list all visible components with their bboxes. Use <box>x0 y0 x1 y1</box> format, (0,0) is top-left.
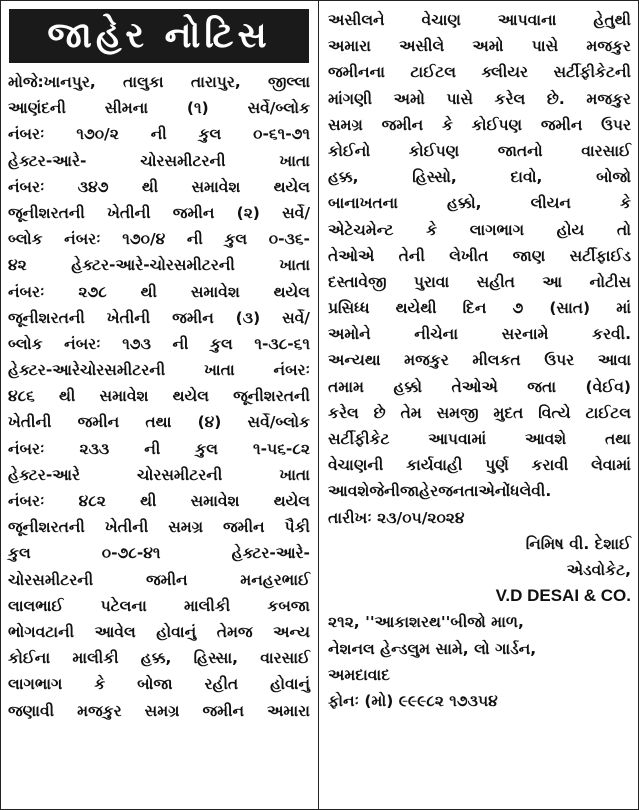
address-line-2: નેશનલ હેન્ડલુમ સામે, લો ગાર્ડન, <box>328 639 537 658</box>
body-word: જાતનો <box>497 141 543 160</box>
body-line <box>1 593 317 619</box>
body-word: ૧૭૦/૪ <box>122 230 166 249</box>
body-word: સમાવેશ <box>190 282 240 301</box>
body-word: આવા <box>597 351 631 370</box>
body-word: કે <box>426 220 438 239</box>
body-word: દાવો, <box>510 168 543 187</box>
body-word: સમગ્ર <box>144 701 180 720</box>
body-word: નંબરઃ <box>8 125 45 144</box>
body-line <box>1 698 317 724</box>
body-word: (૩) <box>235 308 261 327</box>
body-word: જમીન <box>172 308 214 327</box>
body-word: કે <box>441 115 453 134</box>
body-line <box>321 321 638 347</box>
body-word: અસીલે <box>399 37 445 56</box>
body-word: સરનામે <box>501 325 549 344</box>
body-word: ખાતા <box>279 151 310 170</box>
body-line <box>321 59 638 85</box>
body-word: આપવાના <box>497 11 557 29</box>
body-word: કરાવી <box>531 456 569 475</box>
body-word: ૧-૩૮-૬૧ <box>254 334 310 353</box>
column-divider <box>318 1 319 809</box>
body-word: સર્ટીફીકેટની <box>553 63 631 82</box>
body-word: છે <box>373 403 386 422</box>
body-word: જણાવી <box>8 701 55 720</box>
body-word: લાગભાગ <box>8 675 63 694</box>
body-word: આવશે <box>524 430 567 448</box>
body-line <box>1 462 317 488</box>
body-word: ૧૭૩ <box>122 334 151 353</box>
body-word: નંબરઃ <box>273 361 310 380</box>
body-word: માં <box>616 299 631 318</box>
body-word: ખાતા <box>279 465 310 484</box>
body-line <box>1 279 317 305</box>
body-word: જતા <box>527 377 557 396</box>
address-line-3: અમદાવાદ <box>328 665 390 684</box>
body-line <box>321 7 638 33</box>
body-line <box>321 86 638 112</box>
body-word: છે. <box>546 89 565 108</box>
body-word: કુલ <box>210 334 233 353</box>
body-word: પાસે <box>446 89 473 108</box>
body-word: જમીન <box>202 701 245 720</box>
body-line <box>321 452 638 478</box>
body-word: જૂનીશરતની <box>233 387 310 406</box>
body-line <box>1 357 317 383</box>
body-word: મજકુર <box>586 37 631 56</box>
body-word: આ <box>542 272 563 291</box>
body-word: (સાત) <box>549 299 591 318</box>
body-word: કે <box>94 675 106 694</box>
body-word: ૪૨ <box>8 256 27 275</box>
body-word: માંગણી <box>328 89 373 108</box>
body-word: હોવાનું <box>156 622 197 641</box>
body-word: સર્ટીફીકેટ <box>328 430 390 448</box>
body-word: હેક્ટર-આરેચોરસમીટરની <box>8 361 166 380</box>
body-word: જમીન <box>381 115 424 134</box>
body-word: લેવી. <box>519 482 552 501</box>
right-column <box>321 1 638 809</box>
body-line <box>321 269 638 295</box>
body-word: સમાવેશ <box>191 177 241 196</box>
body-line <box>1 200 317 226</box>
body-word: સમજી <box>436 403 479 422</box>
body-word: લેખીત <box>449 246 489 265</box>
body-word: ઉપર <box>601 115 631 134</box>
body-word: લાગભાગ <box>469 220 525 239</box>
body-word: તો <box>616 220 631 239</box>
body-word: જમીન <box>145 570 188 589</box>
body-word: થયેલ <box>273 177 310 196</box>
left-column <box>1 1 317 809</box>
body-line <box>321 426 638 452</box>
body-word: ઉપર <box>544 351 575 370</box>
body-word: ૦-૩૬- <box>268 230 310 249</box>
body-word: તારાપુર, <box>190 73 241 91</box>
body-line <box>321 295 638 321</box>
body-word: અસીલને <box>328 11 385 29</box>
body-line <box>321 190 638 216</box>
body-word: માલીકી <box>72 649 119 668</box>
body-word: સમાવેશ <box>190 492 240 510</box>
body-word: વિત્યે <box>538 403 571 422</box>
body-word: ખેતીની <box>8 413 52 432</box>
body-line <box>1 514 317 540</box>
body-line <box>1 69 317 95</box>
body-word: વારસાઈ <box>581 141 631 160</box>
body-word: અન્યથા <box>328 351 381 370</box>
body-word: વારસાઈ <box>260 649 310 668</box>
body-word: પુરાવા <box>413 272 450 291</box>
body-word: જનતાએ <box>438 482 495 501</box>
body-word: આણંદની <box>8 99 66 118</box>
body-word: તથા <box>145 413 172 432</box>
body-word: પાસે <box>531 37 559 56</box>
body-word: દસ્તાવેજી <box>328 272 387 291</box>
body-word: બ્લોક <box>8 334 43 353</box>
body-line <box>1 436 317 462</box>
phone-number: ફોનઃ (મો) ૯૯૯૮૨ ૧૭૩૫૪ <box>328 691 498 710</box>
body-word: જીલ્લા <box>268 73 310 91</box>
body-word: હોવાનું <box>270 675 310 694</box>
body-word: કોઈના <box>8 649 51 668</box>
body-word: થયેલ <box>273 282 310 301</box>
body-word: સર્વે/ <box>282 203 310 222</box>
body-line <box>1 383 317 409</box>
body-word: ની <box>150 125 167 144</box>
body-line <box>1 252 317 278</box>
body-line <box>1 148 317 174</box>
body-word: હોય <box>556 220 585 239</box>
body-word: જમીન <box>223 518 265 537</box>
body-word: જાહેર <box>399 482 439 501</box>
body-word: હેતુથી <box>593 11 631 29</box>
body-word: તેઓએ <box>328 246 375 265</box>
body-word: કે <box>620 194 631 213</box>
body-word: નંબરઃ <box>64 230 101 249</box>
body-word: નંબરઃ <box>8 439 45 458</box>
body-word: ટાઈટલ <box>410 63 456 82</box>
body-line <box>1 540 317 566</box>
body-word: હક્ક, <box>328 168 359 187</box>
body-word: ૨૭૮ <box>78 282 107 301</box>
body-word: જૂનીશરતની <box>8 308 85 327</box>
body-word: ૪૮૨ <box>78 492 106 510</box>
body-word: થયેલ <box>273 492 310 510</box>
body-word: નીચેના <box>414 325 459 344</box>
body-line <box>1 645 317 671</box>
body-word: નંબરઃ <box>8 282 45 301</box>
body-line <box>1 331 317 357</box>
body-word: તાલુકા <box>123 73 164 91</box>
body-word: ખેતીની <box>104 518 149 537</box>
body-word: ભોગવટાની <box>8 622 75 641</box>
body-word: જૂનીશરતની <box>8 518 85 537</box>
body-word: તેમ <box>400 403 422 422</box>
body-word: સમગ્ર <box>168 518 204 537</box>
body-word: પ્રસિધ્ધ <box>328 299 370 318</box>
body-word: અમોને <box>328 325 371 344</box>
body-line <box>1 226 317 252</box>
body-word: ટાઈટલ <box>585 403 631 422</box>
body-word: હક્કો <box>393 377 422 396</box>
body-word: થી <box>59 387 76 406</box>
body-word: નંબરઃ <box>64 334 101 353</box>
body-word: કબજા <box>267 596 310 615</box>
body-word: બાનાખતના <box>328 194 398 213</box>
body-line <box>321 347 638 373</box>
body-word: ૧૭૦/૨ <box>76 125 119 144</box>
body-word: અમો <box>393 89 425 108</box>
body-word: ક્લીયર <box>481 63 529 82</box>
firm-name: V.D DESAI & CO. <box>495 586 631 606</box>
body-word: વેચાણની <box>328 456 384 475</box>
body-word: ચોરસમીટરની <box>137 465 223 484</box>
body-line <box>1 567 317 593</box>
body-word: નંબરઃ <box>8 492 45 510</box>
body-line <box>1 488 317 514</box>
body-word: સર્વે/બ્લોક <box>247 99 310 118</box>
body-word: થી <box>140 492 157 510</box>
body-word: સર્ટીફાઈડ <box>569 246 631 265</box>
body-word: દિન <box>462 299 487 318</box>
body-word: પટેલના <box>100 596 147 615</box>
body-word: થી <box>140 282 157 301</box>
body-word: મજકુર <box>77 701 122 720</box>
body-line <box>1 174 317 200</box>
body-word: એટેચમેન્ટ <box>328 220 394 239</box>
advocate-title: એડવોકેટ, <box>566 560 631 579</box>
body-word: મનહરભાઈ <box>240 570 310 589</box>
notice-title: જાહેર નોટિસ <box>9 9 309 63</box>
body-word: તેમજ <box>216 622 253 641</box>
body-word: ખાતા <box>204 361 235 380</box>
body-word: બ્લોક <box>8 230 43 249</box>
body-word: લીયન <box>530 194 571 213</box>
body-word: (વેઈવ) <box>585 377 631 396</box>
body-word: હિસ્સો, <box>412 168 457 187</box>
body-word: લાલભાઈ <box>8 596 64 615</box>
body-word: જૂનીશરતની <box>8 203 85 222</box>
body-word: સમાવેશ <box>99 387 149 406</box>
left-body-text <box>1 69 317 724</box>
body-word: નંબરઃ <box>8 177 45 196</box>
body-word: અન્ય <box>273 622 310 641</box>
body-line <box>321 33 638 59</box>
body-line <box>321 112 638 138</box>
body-word: નોંધ <box>494 482 520 501</box>
body-word: મજકુર <box>586 89 631 108</box>
advocate-name: નિમિષ વી. દેશાઈ <box>525 534 631 553</box>
body-word: વેચાણ <box>421 11 461 29</box>
body-line <box>321 217 638 243</box>
body-line <box>321 400 638 426</box>
body-word: થયેલ <box>172 387 209 406</box>
body-line <box>1 619 317 645</box>
body-word: જાણ <box>512 246 546 265</box>
body-word: મજકુર <box>404 351 449 370</box>
body-word: સમગ્ર <box>328 115 363 134</box>
body-word: જમીન <box>172 203 215 222</box>
body-word: હેક્ટર-આરે- <box>8 151 87 170</box>
body-word: મુદત <box>493 403 524 422</box>
body-word: ૦-૬૧-૭૧ <box>253 125 310 144</box>
body-word: ૨૩૩ <box>79 439 110 458</box>
body-word: બોજા <box>137 675 173 694</box>
body-word: ૩૪૭ <box>77 177 109 196</box>
body-word: (૪) <box>197 413 222 432</box>
body-word: ની <box>186 230 203 249</box>
body-word: નોટીસ <box>589 272 631 291</box>
body-word: હેક્ટર-આરે- <box>231 544 310 563</box>
body-word: ચોરસમીટરની <box>140 151 226 170</box>
body-word: અમારા <box>267 701 310 720</box>
notice-date: તારીખઃ ૨૩/૦૫/૨૦૨૪ <box>328 508 465 527</box>
body-word: આપવામાં <box>428 430 487 448</box>
body-word: સર્વે/ <box>282 308 310 327</box>
body-word: કરેલ <box>494 89 526 108</box>
body-word: ૦-૭૮-૪૧ <box>101 544 161 563</box>
body-word: તેની <box>398 246 425 265</box>
body-word: આવેલ <box>94 622 136 641</box>
body-line <box>321 138 638 164</box>
body-word: કરવી. <box>592 325 631 344</box>
body-word: મોજે:ખાનપુર, <box>8 73 96 91</box>
body-line <box>321 243 638 269</box>
body-word: જમીનના <box>328 63 385 82</box>
body-word: અમારા <box>328 37 371 56</box>
body-word: જમીન <box>540 115 583 134</box>
address-line-1: ૨૧૨, ''આકાશરથ''બીજો માળ, <box>328 613 524 632</box>
body-word: ખેતીની <box>106 308 151 327</box>
body-line <box>1 409 317 435</box>
body-word: થયેથી <box>395 299 437 318</box>
body-word: થી <box>141 177 159 196</box>
body-word: કાર્યવાહી <box>406 456 463 475</box>
body-word: પુર્ણ <box>485 456 509 475</box>
right-body-text <box>321 7 638 714</box>
body-word: પૈકી <box>284 518 310 537</box>
body-line <box>321 164 638 190</box>
body-word: સર્વે/બ્લોક <box>247 413 310 432</box>
body-word: કુલ <box>195 439 218 458</box>
body-word: કોઈપણ <box>471 115 523 134</box>
body-word: ૭ <box>512 299 524 318</box>
body-word: લેવામાં <box>591 456 631 475</box>
body-word: હેક્ટર-આરે <box>8 465 80 484</box>
body-word: તમામ <box>328 377 364 396</box>
body-word: ૧-૫૬-૮૨ <box>253 439 310 458</box>
body-word: કુલ <box>8 544 31 563</box>
body-word: ની <box>172 334 189 353</box>
body-word: કોઈનો <box>328 141 371 160</box>
body-word: ખાતા <box>279 256 310 275</box>
body-word: જેની <box>369 482 400 501</box>
body-word: (૨) <box>236 203 260 222</box>
body-word: (૧) <box>186 99 209 118</box>
body-word: કોઈપણ <box>408 141 460 160</box>
body-word: આવશે <box>328 482 370 501</box>
body-word: હક્ક, <box>140 649 172 668</box>
body-word: કુલ <box>198 125 222 144</box>
body-word: ૪૮૬ <box>8 387 35 406</box>
body-word: કરેલ <box>328 403 359 422</box>
body-line <box>321 374 638 400</box>
body-word: સહીત <box>476 272 515 291</box>
body-word: હેક્ટર-આરે-ચોરસમીટરની <box>71 256 235 275</box>
right-body-paragraph <box>321 7 638 505</box>
body-word: હિસ્સા, <box>193 649 238 668</box>
body-word: હક્કો, <box>447 194 482 213</box>
body-word: બોજો <box>596 168 631 187</box>
body-word: તથા <box>605 430 631 448</box>
body-line <box>1 95 317 121</box>
body-word: રહીત <box>204 675 239 694</box>
body-word: માલીકી <box>183 596 231 615</box>
body-word: મીલકત <box>472 351 521 370</box>
body-line <box>321 478 638 504</box>
body-line <box>1 305 317 331</box>
body-word: ખેતીની <box>107 203 151 222</box>
body-word: જમીન <box>77 413 120 432</box>
body-line <box>1 121 317 147</box>
body-word: તેઓએ <box>451 377 498 396</box>
body-word: કુલ <box>224 230 248 249</box>
body-word: ચોરસમીટરની <box>8 570 94 589</box>
body-line <box>1 671 317 697</box>
body-word: ની <box>144 439 161 458</box>
body-word: સીમના <box>104 99 149 118</box>
body-word: અમો <box>472 37 504 56</box>
